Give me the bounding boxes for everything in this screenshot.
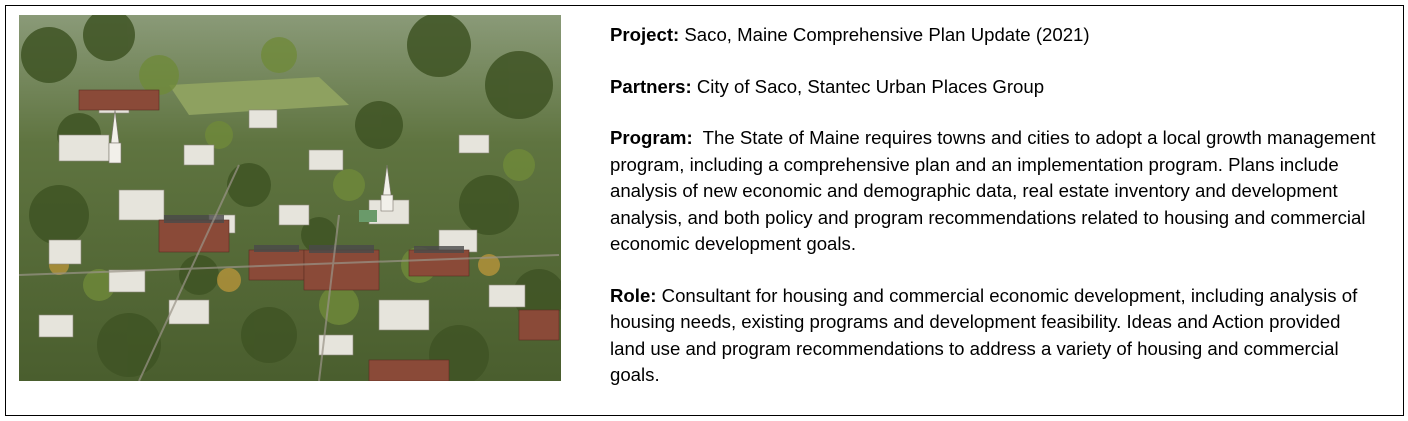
partners-value: City of Saco, Stantec Urban Places Group [696, 75, 1045, 97]
role-label: Role: [610, 284, 657, 306]
aerial-photo [19, 15, 561, 381]
partners-label: Partners: [610, 75, 692, 97]
project-value: Saco, Maine Comprehensive Plan Update (2021) [684, 24, 1090, 45]
program-paragraph [610, 125, 1380, 258]
partners-paragraph [610, 74, 1380, 101]
program-label: Program: [610, 127, 693, 148]
role-value: Consultant for housing and commercial economic development, including analysis of housing needs, existing programs and development feasibility. Ideas and Action provided land use and program recommendations to address a variety of housing and commercial goals. [610, 284, 1358, 385]
program-value: The State of Maine requires towns and cities to adopt a local growth management program, including a comprehensive plan and an implementation program. Plans include analysis of new economic and demographic data, real estate inventory and development analysis, and both policy and program recommendations related to housing and commercial economic development goals. [610, 127, 1376, 254]
project-label: Project: [610, 24, 680, 45]
project-paragraph [610, 22, 1380, 49]
project-details [610, 22, 1380, 389]
role-paragraph [610, 283, 1380, 389]
aerial-town-illustration [19, 15, 561, 381]
